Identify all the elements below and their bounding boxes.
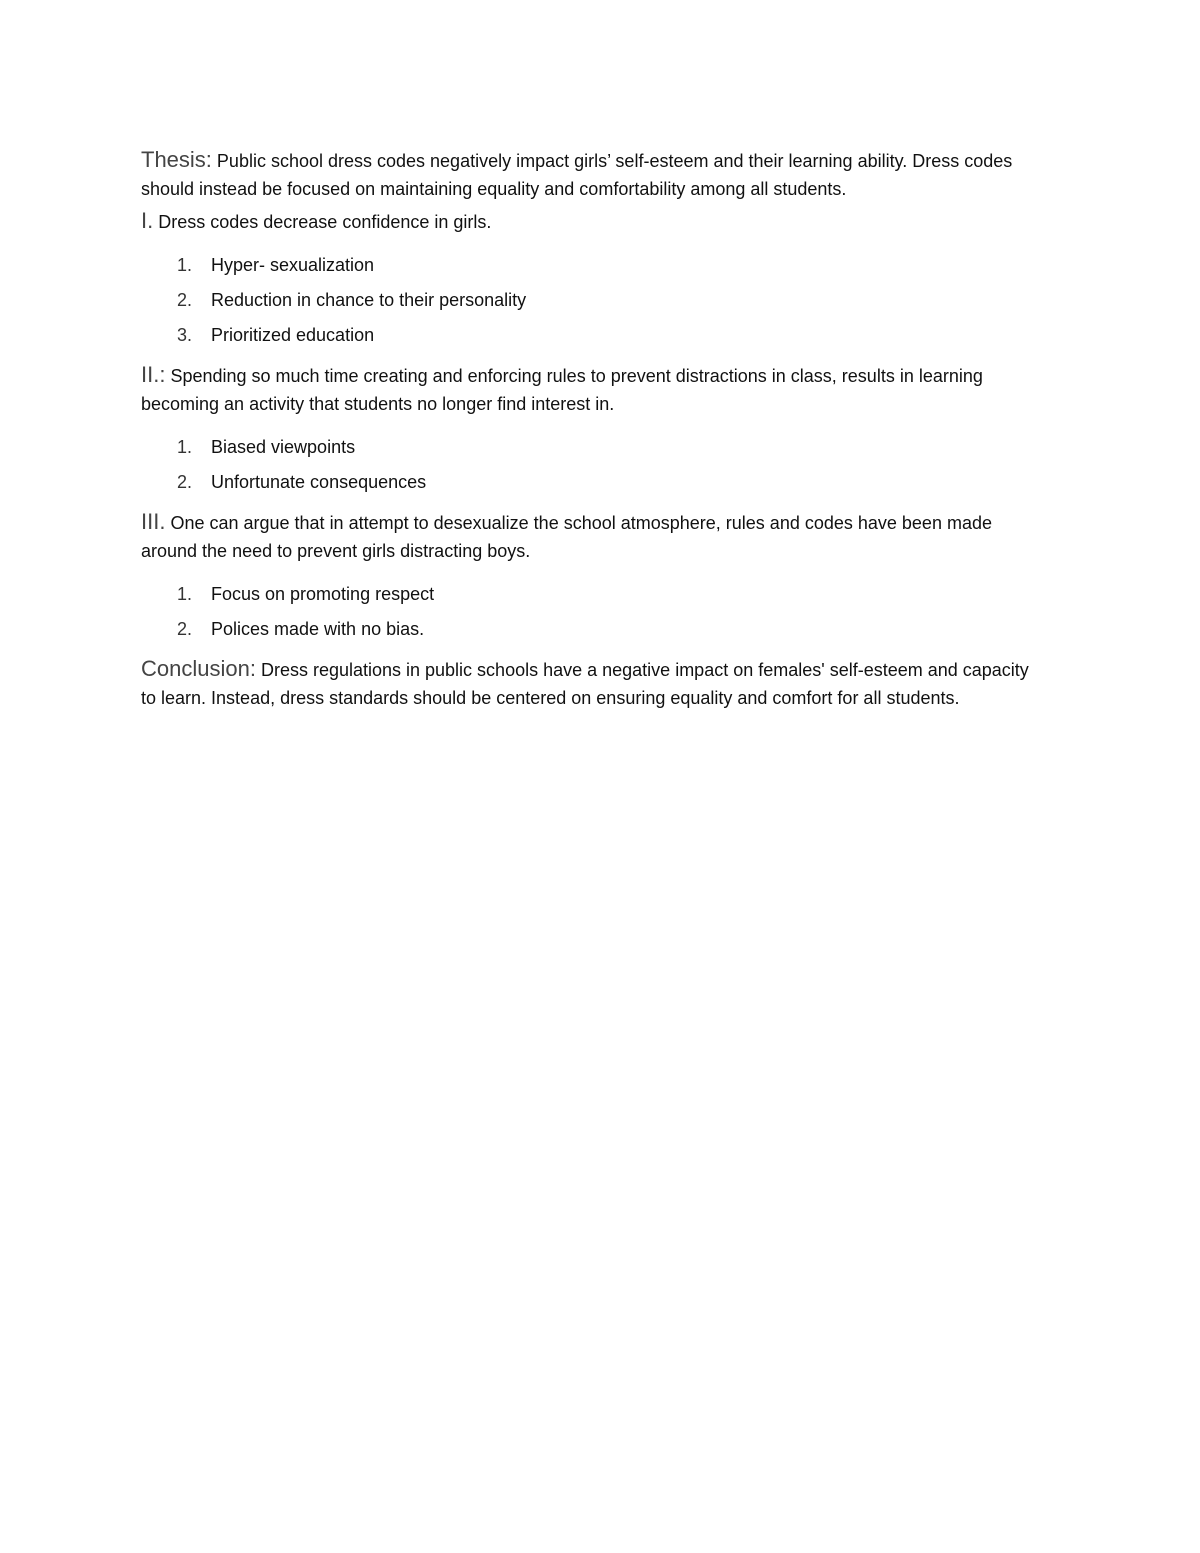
- section-2-text: Spending so much time creating and enforcing rules to prevent distractions in class, results in learning becoming an activity that students no longer find interest in.: [141, 366, 983, 414]
- list-item-number: 1.: [177, 437, 193, 457]
- list-item-text: Reduction in chance to their personality: [211, 290, 527, 310]
- section-2-list: [141, 430, 1046, 500]
- list-item-number: 1.: [177, 584, 193, 604]
- conclusion-text: Dress regulations in public schools have a negative impact on females' self-esteem and capacity to learn. Instead, dress standards should be centered on ensuring equality and comfort for all students.: [141, 660, 1029, 708]
- section-3-heading: [141, 508, 1046, 565]
- list-item: [141, 283, 1046, 318]
- section-1-list: [141, 248, 1046, 353]
- list-item-number: 1.: [177, 255, 193, 275]
- conclusion-label: Conclusion:: [141, 656, 256, 681]
- section-3-list: [141, 577, 1046, 647]
- outline-content: [141, 146, 1046, 712]
- list-item: [141, 318, 1046, 353]
- section-1-text: Dress codes decrease confidence in girls.: [153, 212, 492, 232]
- section-3-label: III.: [141, 509, 166, 534]
- list-item-number: 2.: [177, 472, 193, 492]
- list-item-text: Polices made with no bias.: [211, 619, 425, 639]
- list-item-number: 2.: [177, 290, 193, 310]
- section-3-text: One can argue that in attempt to desexualize the school atmosphere, rules and codes have been made around the need to prevent girls distracting boys.: [141, 513, 992, 561]
- conclusion-paragraph: [141, 655, 1046, 712]
- list-item-text: Focus on promoting respect: [211, 584, 435, 604]
- list-item: [141, 577, 1046, 612]
- section-1-label: I.: [141, 208, 154, 233]
- thesis-text: Public school dress codes negatively impact girls’ self-esteem and their learning ability. Dress codes should instead be focused on maintaining equality and comfortability among all students.: [141, 151, 1013, 199]
- section-2-label: II.:: [141, 362, 166, 387]
- list-item-text: Biased viewpoints: [211, 437, 356, 457]
- list-item-text: Hyper- sexualization: [211, 255, 375, 275]
- thesis-label: Thesis:: [141, 147, 212, 172]
- section-2-heading: [141, 361, 1046, 418]
- list-item: [141, 465, 1046, 500]
- list-item-number: 2.: [177, 619, 193, 639]
- section-1-heading: [141, 207, 1046, 236]
- list-item: [141, 248, 1046, 283]
- list-item: [141, 612, 1046, 647]
- list-item-number: 3.: [177, 325, 193, 345]
- list-item-text: Prioritized education: [211, 325, 375, 345]
- list-item: [141, 430, 1046, 465]
- thesis-paragraph: [141, 146, 1046, 203]
- list-item-text: Unfortunate consequences: [211, 472, 427, 492]
